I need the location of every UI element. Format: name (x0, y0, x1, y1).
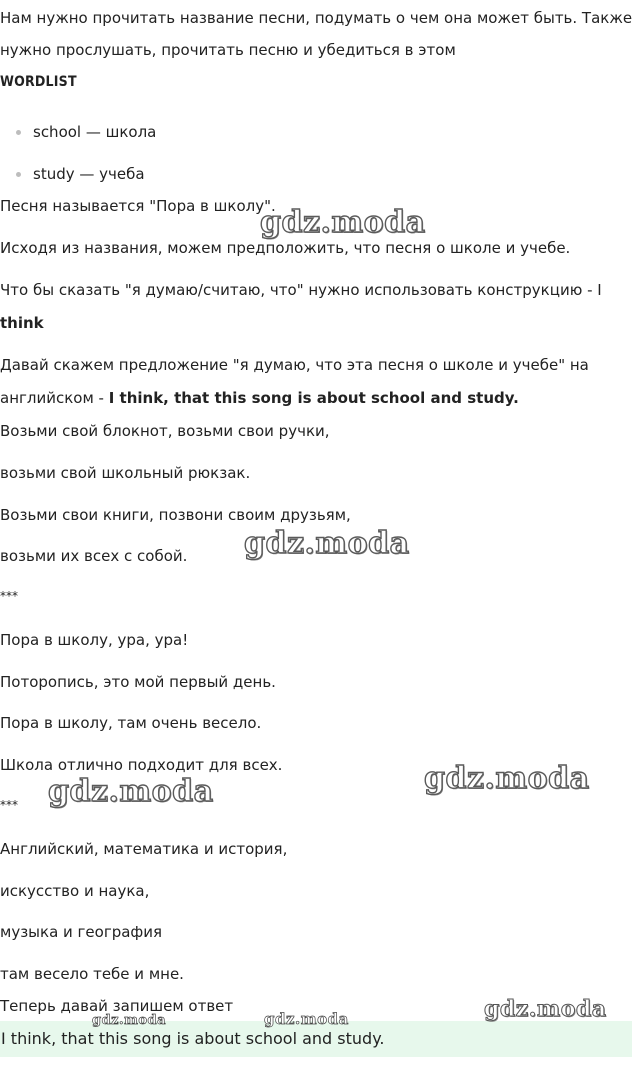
lyric-line: музыка и география (0, 923, 163, 941)
lyric-line: Английский, математика и история, (0, 840, 288, 858)
watermark-logo: gdz.moda (484, 996, 607, 1022)
lyric-line: Возьми свой блокнот, возьми свои ручки, (0, 422, 330, 440)
lyric-line: искусство и наука, (0, 882, 150, 900)
bullet-icon (16, 172, 21, 177)
bullet-icon (16, 130, 21, 135)
construction-line-2: think (0, 314, 44, 332)
sentence-bold: I think, that this song is about school and study. (108, 389, 519, 407)
watermark-logo: gdz.moda (92, 1013, 167, 1028)
lyric-line: возьми их всех с собой. (0, 547, 188, 565)
watermark-logo: gdz.moda (48, 774, 214, 809)
song-title-line: Песня называется "Пора в школу". (0, 197, 276, 215)
lyric-line: Поторопись, это мой первый день. (0, 673, 276, 691)
lyric-line: Возьми свои книги, позвони своим друзьям, (0, 506, 351, 524)
construction-line-1 (0, 280, 602, 300)
lyric-line: возьми свой школьный рюкзак. (0, 464, 251, 482)
sentence-prefix: английском - (0, 389, 109, 407)
separator: *** (0, 589, 18, 603)
intro-line-1: Нам нужно прочитать название песни, подумать о чем она может быть. Также (0, 9, 632, 27)
watermark-logo: gdz.moda (244, 526, 410, 561)
answer-lead: Теперь давай запишем ответ (0, 997, 234, 1015)
watermark-logo: gdz.moda (424, 761, 590, 796)
construction-text: Что бы сказать "я думаю/считаю, что" нужно использовать конструкцию - I (0, 281, 602, 299)
lyric-line: там весело тебе и мне. (0, 965, 184, 983)
lyric-line: Пора в школу, там очень весело. (0, 714, 262, 732)
watermark-logo: gdz.moda (260, 205, 426, 240)
wordlist-heading: WORDLIST (0, 74, 77, 90)
wordlist-item-text: study — учеба (33, 165, 145, 183)
intro-line-2: нужно прослушать, прочитать песню и убедиться в этом (0, 41, 456, 59)
watermark-logo: gdz.moda (264, 1010, 349, 1028)
assume-line: Исходя из названия, можем предположить, что песня о школе и учебе. (0, 239, 571, 257)
lyric-line: Пора в школу, ура, ура! (0, 631, 189, 649)
wordlist-item-text: school — школа (33, 123, 157, 141)
separator: *** (0, 798, 18, 812)
sentence-line-2 (0, 388, 519, 408)
lyric-line: Школа отлично подходит для всех. (0, 756, 283, 774)
answer-text: I think, that this song is about school and study. (1, 1029, 385, 1048)
sentence-line-1: Давай скажем предложение "я думаю, что эта песня о школе и учебе" на (0, 356, 589, 374)
